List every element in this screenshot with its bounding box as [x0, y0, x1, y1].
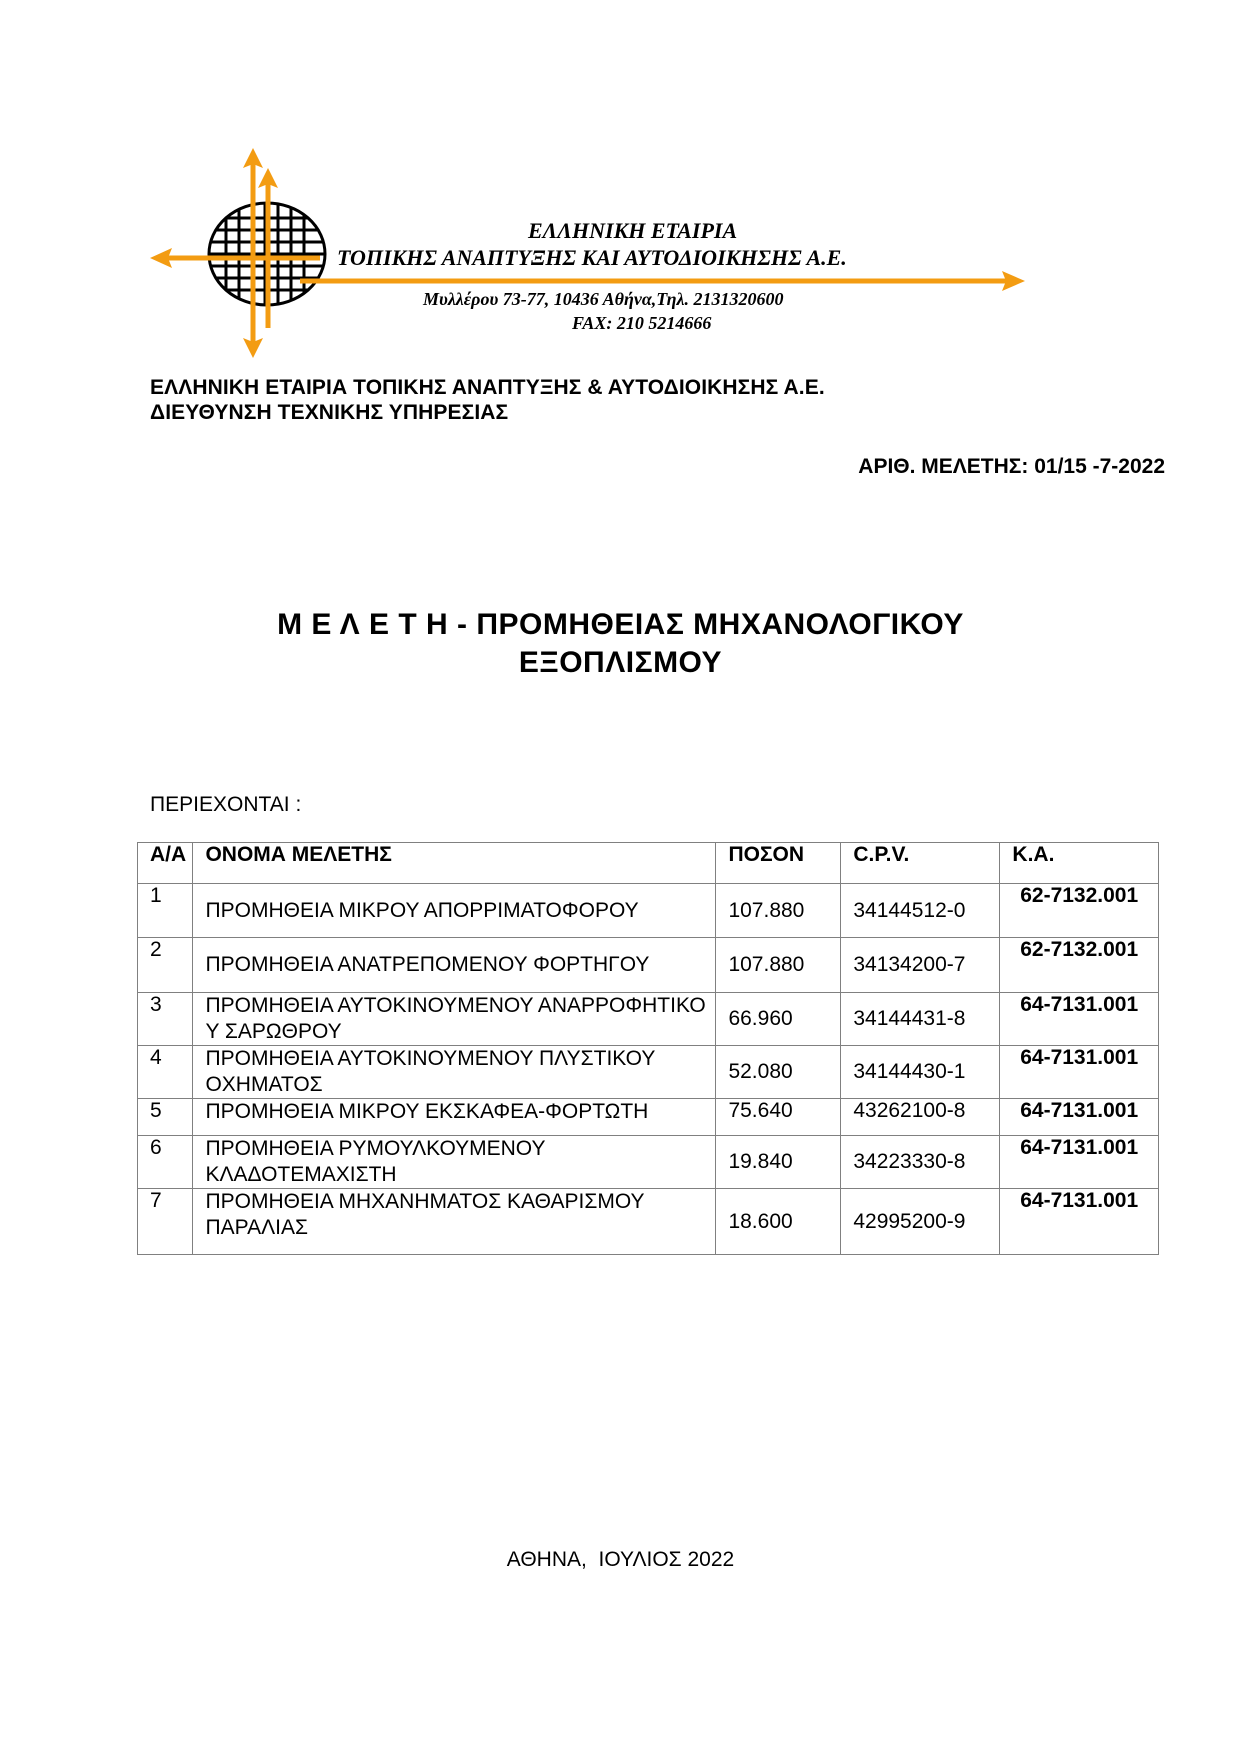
header-aa: Α/Α — [138, 843, 193, 884]
table-row — [138, 993, 1159, 1046]
organization-name: ΕΛΛΗΝΙΚΗ ΕΤΑΙΡΙΑ ΤΟΠΙΚΗΣ ΑΝΑΠΤΥΞΗΣ & ΑΥΤΟΔΙΟΙΚΗΣΗΣ Α.Ε. — [150, 376, 825, 399]
row-aa: 5 — [138, 1099, 193, 1136]
row-aa: 3 — [138, 993, 193, 1046]
row-name-text: ΠΡΟΜΗΘΕΙΑ ΑΥΤΟΚΙΝΟΥΜΕΝΟΥ ΠΛΥΣΤΙΚΟΥ ΟΧΗΜΑΤΟΣ — [205, 1047, 655, 1096]
row-name-text: ΠΡΟΜΗΘΕΙΑ ΡΥΜΟΥΛΚΟΥΜΕΝΟΥ ΚΛΑΔΟΤΕΜΑΧΙΣΤΗ — [205, 1137, 546, 1186]
row-aa: 6 — [138, 1136, 193, 1189]
row-name — [193, 884, 716, 938]
document-title-line1: Μ Ε Λ Ε Τ Η - ΠΡΟΜΗΘΕΙΑΣ ΜΗΧΑΝΟΛΟΓΙΚΟΥ — [277, 608, 964, 641]
row-ka: 64-7131.001 — [1000, 1136, 1159, 1189]
items-table — [137, 842, 1159, 1255]
footer-place-date: ΑΘΗΝΑ, ΙΟΥΛΙΟΣ 2022 — [506, 1548, 735, 1571]
row-name-text: ΠΡΟΜΗΘΕΙΑ ΜΙΚΡΟΥ ΕΚΣΚΑΦΕΑ-ΦΟΡΤΩΤΗ — [205, 1100, 649, 1123]
row-amount: 107.880 — [716, 884, 841, 938]
row-cpv: 42995200-9 — [841, 1189, 1000, 1255]
header-amount: ΠΟΣΟΝ — [716, 843, 841, 884]
row-aa: 4 — [138, 1046, 193, 1099]
row-amount: 52.080 — [716, 1046, 841, 1099]
row-amount: 107.880 — [716, 938, 841, 993]
row-amount: 75.640 — [716, 1099, 841, 1136]
row-name — [193, 1099, 716, 1136]
row-cpv: 34144431-8 — [841, 993, 1000, 1046]
row-name-text: ΠΡΟΜΗΘΕΙΑ ΜΗΧΑΝΗΜΑΤΟΣ ΚΑΘΑΡΙΣΜΟΥ ΠΑΡΑΛΙΑΣ — [205, 1190, 645, 1239]
row-ka: 62-7132.001 — [1000, 884, 1159, 938]
row-ka: 64-7131.001 — [1000, 993, 1159, 1046]
row-name — [193, 1046, 716, 1099]
row-ka: 64-7131.001 — [1000, 1189, 1159, 1255]
row-name — [193, 938, 716, 993]
row-cpv: 34223330-8 — [841, 1136, 1000, 1189]
row-amount: 18.600 — [716, 1189, 841, 1255]
department-name: ΔΙΕΥΘΥΝΣΗ ΤΕΧΝΙΚΗΣ ΥΠΗΡΕΣΙΑΣ — [150, 401, 509, 424]
table-row — [138, 1136, 1159, 1189]
row-ka: 62-7132.001 — [1000, 938, 1159, 993]
row-cpv: 34144512-0 — [841, 884, 1000, 938]
row-ka: 64-7131.001 — [1000, 1046, 1159, 1099]
row-name-text: ΠΡΟΜΗΘΕΙΑ ΑΝΑΤΡΕΠΟΜΕΝΟΥ ΦΟΡΤΗΓΟΥ — [205, 953, 650, 976]
study-number: ΑΡΙΘ. ΜΕΛΕΤΗΣ: 01/15 -7-2022 — [858, 455, 1165, 478]
table-row — [138, 1189, 1159, 1255]
table-header-row — [138, 843, 1159, 884]
row-amount: 66.960 — [716, 993, 841, 1046]
logo-company-line2: ΤΟΠΙΚΗΣ ΑΝΑΠΤΥΞΗΣ ΚΑΙ ΑΥΤΟΔΙΟΙΚΗΣΗΣ Α.Ε. — [337, 245, 847, 270]
row-cpv: 43262100-8 — [841, 1099, 1000, 1136]
row-name — [193, 993, 716, 1046]
table-row — [138, 884, 1159, 938]
logo-company-line1: ΕΛΛΗΝΙΚΗ ΕΤΑΙΡΙΑ — [528, 218, 738, 243]
table-row — [138, 938, 1159, 993]
row-aa: 2 — [138, 938, 193, 993]
row-amount: 19.840 — [716, 1136, 841, 1189]
row-name-text: ΠΡΟΜΗΘΕΙΑ ΜΙΚΡΟΥ ΑΠΟΡΡΙΜΑΤΟΦΟΡΟΥ — [205, 898, 639, 922]
row-cpv: 34134200-7 — [841, 938, 1000, 993]
row-name — [193, 1136, 716, 1189]
table-row — [138, 1099, 1159, 1136]
logo-address: Μυλλέρου 73-77, 10436 Αθήνα,Τηλ. 2131320600 — [423, 289, 784, 309]
row-name-text: ΠΡΟΜΗΘΕΙΑ ΑΥΤΟΚΙΝΟΥΜΕΝΟΥ ΑΝΑΡΡΟΦΗΤΙΚΟΥ ΣΑΡΩΘΡΟΥ — [205, 994, 706, 1043]
header-ka: Κ.Α. — [1000, 843, 1159, 884]
row-ka: 64-7131.001 — [1000, 1099, 1159, 1136]
table-row — [138, 1046, 1159, 1099]
logo-fax: FAX: 210 5214666 — [572, 313, 712, 333]
document-title-line2: ΕΞΟΠΛΙΣΜΟΥ — [518, 646, 723, 679]
header-cpv: C.P.V. — [841, 843, 1000, 884]
header-study-name: ΟΝΟΜΑ ΜΕΛΕΤΗΣ — [193, 843, 716, 884]
row-aa: 7 — [138, 1189, 193, 1255]
row-cpv: 34144430-1 — [841, 1046, 1000, 1099]
row-aa: 1 — [138, 884, 193, 938]
row-name — [193, 1189, 716, 1255]
contents-label: ΠΕΡΙΕΧΟΝΤΑΙ : — [150, 793, 302, 816]
